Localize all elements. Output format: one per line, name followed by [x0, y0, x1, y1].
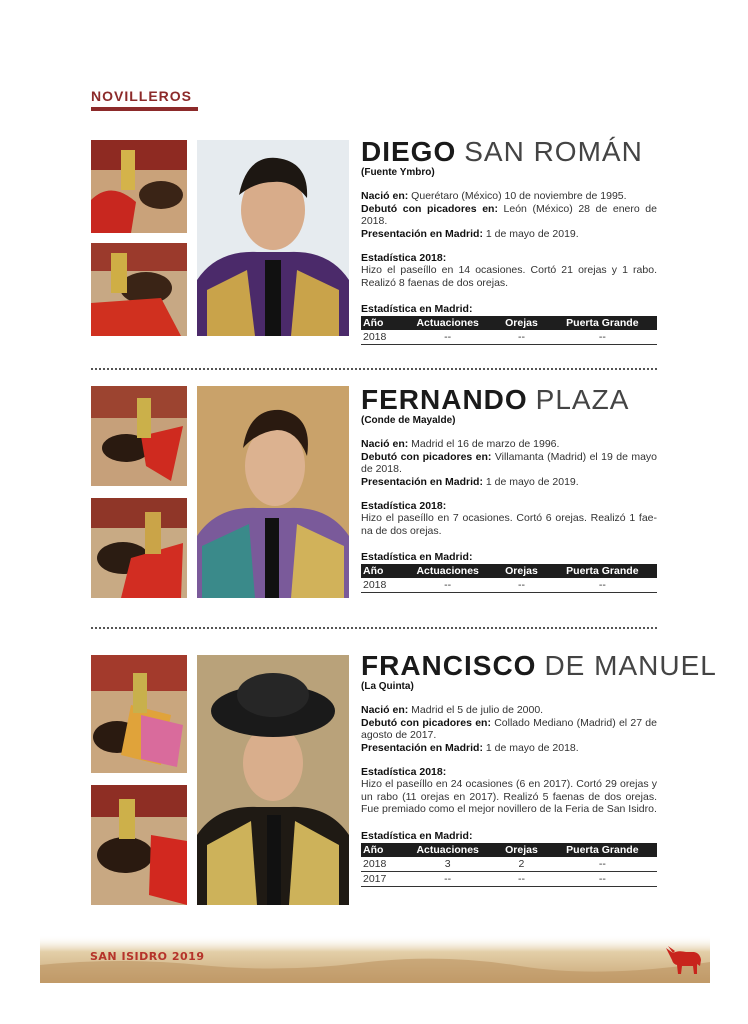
table-cell: 2018	[361, 857, 400, 872]
debut-value: Villamanta (Madrid) el 19 de mayo de 2018.	[361, 450, 658, 475]
birth-line	[361, 190, 657, 203]
debut-line	[361, 203, 657, 228]
column-header: Actuaciones	[400, 843, 495, 857]
bull-icon	[664, 940, 704, 980]
action-photo-top	[91, 140, 187, 233]
madrid-stats-table	[361, 564, 657, 593]
info-block	[361, 650, 717, 887]
section-title-underline	[91, 107, 198, 111]
birth-label: Nació en:	[361, 704, 409, 716]
stats-text: Hizo el paseíllo en 24 ocasiones (6 en 2017). Cortó 29 orejas y un rabo (11 orejas en 2017). Realizó 5 faenas de dos orejas. Fue premiado como el mejor novillero de la Feria de San Isidro.	[361, 778, 657, 815]
novillero-entry-3	[91, 650, 717, 910]
column-header: Actuaciones	[400, 316, 495, 330]
birth-value: Querétaro (México) 10 de noviembre de 1995.	[408, 190, 627, 202]
table-cell: 2	[495, 857, 548, 872]
debut-label: Debutó con picadores en:	[361, 450, 492, 463]
footer-event-title: SAN ISIDRO 2019	[90, 950, 205, 963]
biography-facts	[361, 190, 657, 240]
first-name: DIEGO	[361, 136, 457, 167]
presentation-line	[361, 742, 657, 755]
column-header: Orejas	[495, 843, 548, 857]
column-header: Año	[361, 316, 400, 330]
column-header: Orejas	[495, 316, 548, 330]
last-name: PLAZA	[535, 384, 630, 415]
section-title: NOVILLEROS	[91, 88, 193, 104]
stats-title: Estadística 2018:	[361, 766, 447, 778]
table-cell: --	[400, 578, 495, 593]
info-block	[361, 138, 657, 345]
table-cell: --	[495, 330, 548, 345]
table-cell: --	[495, 871, 548, 886]
presentation-line	[361, 228, 657, 241]
portrait-photo	[197, 386, 349, 598]
column-header: Puerta Grande	[548, 316, 657, 330]
novillero-entry-2	[91, 386, 657, 601]
ranch-origin: (Conde de Mayalde)	[361, 415, 456, 426]
table-cell: --	[548, 857, 657, 872]
table-cell: --	[548, 871, 657, 886]
stats-text: Hizo el paseíllo en 7 ocasiones. Cortó 6 orejas. Realizó 1 fae-na de dos orejas.	[361, 512, 657, 537]
table-row	[361, 871, 657, 886]
table-cell: --	[400, 330, 495, 345]
stats-title: Estadística 2018:	[361, 252, 447, 264]
birth-label: Nació en:	[361, 438, 409, 450]
info-block	[361, 386, 657, 593]
table-header-row	[361, 316, 657, 330]
table-cell: 2018	[361, 330, 400, 345]
table-cell: --	[548, 330, 657, 345]
stats-title: Estadística 2018:	[361, 500, 447, 512]
presentation-value: 1 de mayo de 2019.	[482, 475, 579, 488]
biography-facts	[361, 704, 657, 754]
first-name: FERNANDO	[361, 384, 528, 415]
ranch-origin: (Fuente Ymbro)	[361, 167, 435, 178]
section-divider	[91, 368, 657, 370]
action-photo-bottom	[91, 785, 187, 905]
column-header: Año	[361, 843, 400, 857]
action-photo-bottom	[91, 498, 187, 598]
first-name: FRANCISCO	[361, 650, 537, 681]
novillero-entry-1	[91, 138, 657, 353]
column-header: Actuaciones	[400, 564, 495, 578]
last-name: DE MANUEL	[544, 650, 717, 681]
debut-label: Debutó con picadores en:	[361, 716, 491, 729]
madrid-stats-title: Estadística en Madrid:	[361, 303, 473, 315]
bullfighter-name	[361, 386, 657, 414]
column-header: Puerta Grande	[548, 564, 657, 578]
presentation-value: 1 de mayo de 2018.	[482, 741, 579, 754]
action-photo-bottom	[91, 243, 187, 336]
debut-label: Debutó con picadores en:	[361, 202, 498, 215]
table-header-row	[361, 564, 657, 578]
action-photo-top	[91, 655, 187, 773]
table-cell: 2017	[361, 871, 400, 886]
debut-line	[361, 717, 657, 742]
column-header: Puerta Grande	[548, 843, 657, 857]
madrid-stats-title: Estadística en Madrid:	[361, 551, 473, 563]
portrait-photo	[197, 140, 349, 336]
debut-value: León (México) 28 de enero de 2018.	[361, 202, 657, 227]
birth-value: Madrid el 5 de julio de 2000.	[408, 704, 544, 716]
presentation-label: Presentación en Madrid:	[361, 475, 483, 488]
table-row	[361, 330, 657, 345]
birth-label: Nació en:	[361, 190, 409, 202]
table-cell: --	[400, 871, 495, 886]
portrait-photo	[197, 655, 349, 905]
ranch-origin: (La Quinta)	[361, 681, 414, 692]
madrid-stats-title: Estadística en Madrid:	[361, 829, 473, 842]
table-row	[361, 857, 657, 872]
stats-text: Hizo el paseíllo en 14 ocasiones. Cortó 21 orejas y 1 rabo. Realizó 8 faenas de dos orejas.	[361, 264, 657, 289]
column-header: Año	[361, 564, 400, 578]
table-header-row	[361, 843, 657, 857]
table-cell: --	[495, 578, 548, 593]
presentation-line	[361, 476, 657, 489]
table-cell: 3	[400, 857, 495, 872]
table-cell: --	[548, 578, 657, 593]
table-cell: 2018	[361, 578, 400, 593]
bullfighter-name	[361, 650, 717, 681]
birth-line	[361, 704, 657, 717]
debut-value: Collado Mediano (Madrid) el 27 de agosto de 2017.	[361, 716, 657, 741]
presentation-label: Presentación en Madrid:	[361, 227, 483, 240]
action-photo-top	[91, 386, 187, 486]
biography-facts	[361, 438, 657, 488]
birth-value: Madrid el 16 de marzo de 1996.	[408, 438, 560, 450]
presentation-value: 1 de mayo de 2019.	[482, 227, 579, 240]
table-row	[361, 578, 657, 593]
madrid-stats-table	[361, 843, 657, 887]
bullfighter-name	[361, 138, 657, 166]
debut-line	[361, 451, 657, 476]
section-divider	[91, 627, 657, 629]
column-header: Orejas	[495, 564, 548, 578]
madrid-stats-table	[361, 316, 657, 345]
birth-line	[361, 438, 657, 451]
presentation-label: Presentación en Madrid:	[361, 741, 483, 754]
last-name: SAN ROMÁN	[464, 136, 643, 167]
